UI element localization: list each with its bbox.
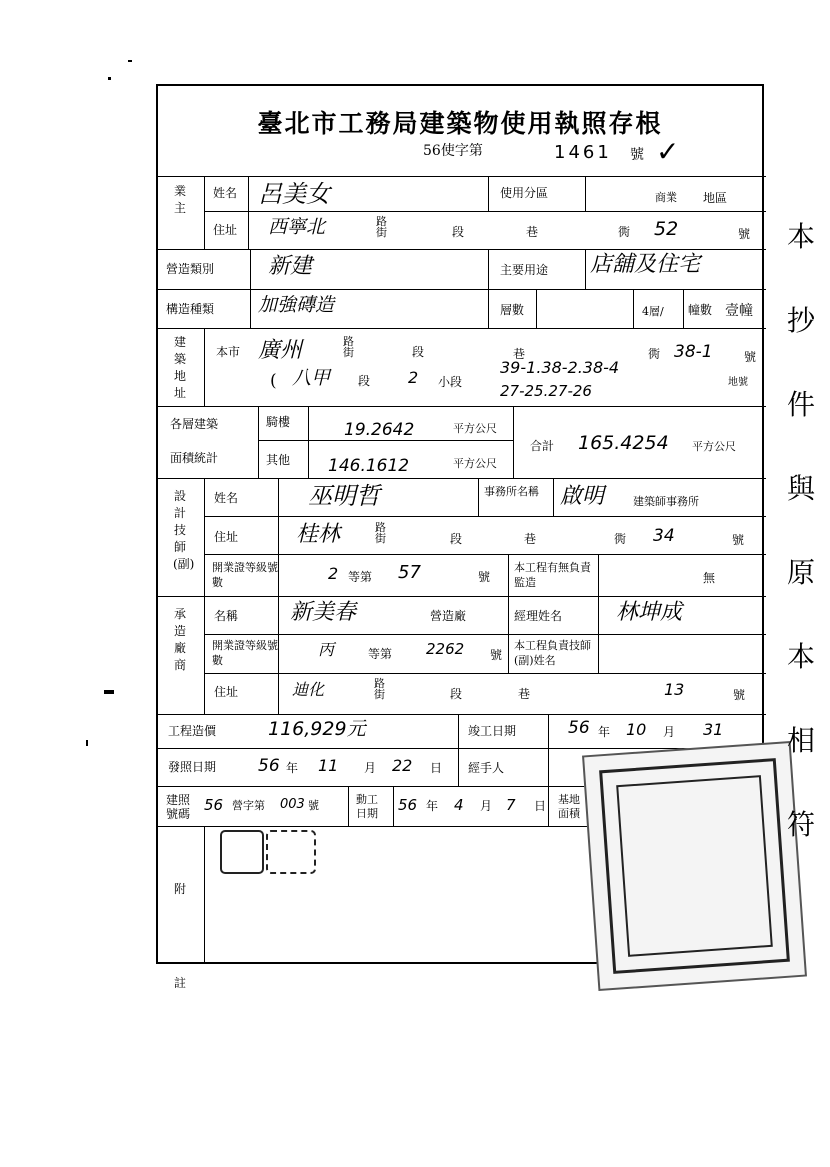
zone-value: 商業 bbox=[655, 191, 677, 204]
row-rule bbox=[258, 440, 513, 441]
designer-cert-hao: 號 bbox=[478, 570, 491, 584]
col-rule bbox=[204, 176, 205, 249]
start-day: 7 bbox=[506, 796, 516, 814]
owner-name-label: 姓名 bbox=[213, 186, 238, 200]
lot-label: 地號 bbox=[728, 377, 748, 388]
designer-name: 巫明哲 bbox=[308, 482, 380, 510]
contractor-deng-di: 等第 bbox=[368, 647, 393, 661]
location-road: 廣州 bbox=[258, 338, 303, 363]
site-area-label: 基地面積 bbox=[558, 793, 580, 820]
form-title: 臺北市工務局建築物使用執照存根 bbox=[257, 109, 663, 138]
col-rule bbox=[278, 478, 279, 714]
license-number: 1461 bbox=[554, 142, 612, 163]
tech-label: 本工程負責技師(副)姓名 bbox=[514, 639, 591, 667]
contractor-section-label: 承造廠商 bbox=[173, 607, 186, 672]
owner-road: 西寧北 bbox=[268, 216, 326, 238]
completion-year: 56 bbox=[568, 718, 590, 738]
permit-suffix: 號 bbox=[308, 799, 319, 812]
other-value: 146.1612 bbox=[328, 456, 410, 476]
location-duan: 段 bbox=[412, 345, 425, 359]
seal-stamp bbox=[266, 830, 316, 874]
road-street-label: 路街 bbox=[376, 215, 387, 239]
designer-name-label: 姓名 bbox=[214, 491, 239, 505]
nong-label: 衖 bbox=[618, 225, 631, 239]
issue-yue: 月 bbox=[364, 761, 377, 775]
zone-suffix: 地區 bbox=[703, 191, 728, 205]
start-year: 56 bbox=[398, 796, 418, 814]
scan-speck bbox=[86, 740, 88, 746]
designer-road: 桂林 bbox=[296, 522, 341, 547]
firm-label: 事務所名稱 bbox=[484, 485, 539, 498]
col-rule bbox=[513, 406, 514, 478]
col-rule bbox=[488, 176, 489, 211]
completion-month: 10 bbox=[626, 720, 647, 739]
contractor-road-street: 路街 bbox=[374, 677, 385, 701]
designer-xiang: 巷 bbox=[524, 532, 537, 546]
seal-stamp bbox=[220, 830, 264, 874]
firm-name: 啟明 bbox=[560, 484, 605, 509]
floors-value: 4層/ bbox=[642, 305, 664, 318]
designer-cert-no: 57 bbox=[398, 562, 421, 583]
designer-section-label: 設計技師(副) bbox=[173, 489, 195, 571]
contractor-cert-no: 2262 bbox=[426, 640, 465, 658]
manager-label: 經理姓名 bbox=[514, 609, 563, 623]
start-nian: 年 bbox=[426, 799, 439, 813]
remarks-label: 附註 bbox=[173, 882, 186, 990]
row-rule bbox=[158, 596, 766, 597]
scan-speck bbox=[108, 77, 111, 80]
structure-label: 構造種類 bbox=[166, 302, 215, 316]
check-mark: ✓ bbox=[656, 135, 680, 168]
location-xiang: 巷 bbox=[513, 347, 526, 361]
lot-numbers-1: 39-1.38-2.38-4 bbox=[500, 358, 620, 377]
main-use: 店舖及住宅 bbox=[590, 252, 701, 277]
land-section: 八甲 bbox=[292, 367, 331, 389]
other-label: 其他 bbox=[266, 453, 291, 467]
cost-label: 工程造價 bbox=[168, 724, 217, 738]
contractor-hao: 號 bbox=[733, 688, 746, 702]
other-unit: 平方公尺 bbox=[453, 457, 497, 470]
sub-section: 2 bbox=[408, 368, 419, 387]
location-label: 建築地址 bbox=[173, 335, 186, 400]
contractor-road: 迪化 bbox=[292, 680, 325, 699]
designer-cert-label: 開業證等級號數 bbox=[212, 561, 278, 589]
sub-section-label: 小段 bbox=[438, 375, 463, 389]
col-rule bbox=[393, 786, 394, 826]
contractor-number: 13 bbox=[664, 680, 685, 699]
issue-ri: 日 bbox=[430, 761, 443, 775]
completion-nian: 年 bbox=[598, 725, 611, 739]
row-rule bbox=[158, 714, 766, 715]
issue-nian: 年 bbox=[286, 761, 299, 775]
license-suffix: 號 bbox=[630, 147, 644, 163]
designer-road-street: 路街 bbox=[375, 521, 386, 545]
arcade-label: 騎樓 bbox=[266, 415, 291, 429]
hao-label: 號 bbox=[738, 227, 751, 241]
col-rule bbox=[683, 289, 684, 328]
location-city: 本市 bbox=[216, 345, 241, 359]
lot-numbers-2: 27-25.27-26 bbox=[500, 382, 592, 400]
structure-value: 加強磚造 bbox=[258, 294, 335, 316]
area-label-2: 面積統計 bbox=[170, 451, 219, 465]
location-nong: 衖 bbox=[648, 347, 661, 361]
manager-name: 林坤成 bbox=[616, 600, 683, 625]
designer-nong: 衖 bbox=[614, 532, 627, 546]
designer-grade: 2 bbox=[328, 564, 339, 583]
license-prefix: 56使字第 bbox=[423, 143, 483, 159]
col-rule bbox=[250, 249, 251, 328]
col-rule bbox=[598, 596, 599, 673]
col-rule bbox=[553, 478, 554, 516]
col-rule bbox=[488, 249, 489, 328]
row-rule bbox=[158, 478, 766, 479]
contractor-name: 新美春 bbox=[290, 600, 357, 625]
col-rule bbox=[248, 176, 249, 249]
supervise-value: 無 bbox=[703, 571, 716, 585]
contractor-suffix: 營造廠 bbox=[430, 609, 467, 623]
construction-type: 新建 bbox=[268, 254, 313, 279]
location-hao: 號 bbox=[744, 350, 757, 364]
contractor-name-label: 名稱 bbox=[214, 609, 239, 623]
start-month: 4 bbox=[454, 796, 464, 814]
location-road-street: 路街 bbox=[343, 335, 354, 359]
start-ri: 日 bbox=[534, 799, 547, 813]
total-label: 合計 bbox=[530, 439, 555, 453]
designer-address-label: 住址 bbox=[214, 530, 239, 544]
contractor-grade: 丙 bbox=[318, 640, 335, 659]
col-rule bbox=[258, 406, 259, 478]
col-rule bbox=[508, 596, 509, 673]
xiang-label: 巷 bbox=[526, 225, 539, 239]
col-rule bbox=[585, 176, 586, 211]
floors-label: 層數 bbox=[500, 303, 525, 317]
col-rule bbox=[204, 328, 205, 406]
col-rule bbox=[348, 786, 349, 826]
permit-number: 003 bbox=[280, 797, 305, 812]
issue-month: 11 bbox=[318, 756, 339, 775]
contractor-cert-label: 開業證等級號數 bbox=[212, 639, 278, 667]
row-rule bbox=[158, 176, 766, 177]
official-seal bbox=[582, 741, 807, 991]
col-rule bbox=[508, 554, 509, 596]
start-yue: 月 bbox=[480, 799, 493, 813]
col-rule bbox=[204, 478, 205, 714]
completion-label: 竣工日期 bbox=[468, 724, 517, 738]
col-rule bbox=[478, 478, 479, 516]
duan-label: 段 bbox=[452, 225, 465, 239]
issue-year: 56 bbox=[258, 756, 280, 776]
row-rule bbox=[204, 211, 766, 212]
scan-speck bbox=[104, 690, 114, 694]
land-duan: 段 bbox=[358, 374, 371, 388]
completion-day: 31 bbox=[703, 720, 724, 739]
contractor-xiang: 巷 bbox=[518, 687, 531, 701]
contractor-duan: 段 bbox=[450, 687, 463, 701]
col-rule bbox=[548, 714, 549, 748]
owner-name: 呂美女 bbox=[258, 180, 330, 208]
arcade-value: 19.2642 bbox=[344, 420, 415, 440]
permit-label: 建照號碼 bbox=[166, 793, 191, 821]
cost-value: 116,929元 bbox=[268, 718, 366, 740]
main-use-label: 主要用途 bbox=[500, 263, 549, 277]
total-unit: 平方公尺 bbox=[692, 440, 736, 453]
construction-type-label: 營造類別 bbox=[166, 262, 215, 276]
contractor-address-label: 住址 bbox=[214, 685, 239, 699]
designer-deng-di: 等第 bbox=[348, 570, 373, 584]
col-rule bbox=[458, 714, 459, 748]
scan-speck bbox=[128, 60, 132, 62]
buildings-value: 壹幢 bbox=[725, 303, 753, 319]
row-rule bbox=[158, 406, 766, 407]
permit-prefix: 營字第 bbox=[232, 799, 265, 812]
owner-address-label: 住址 bbox=[213, 223, 238, 237]
arcade-unit: 平方公尺 bbox=[453, 422, 497, 435]
col-rule bbox=[548, 786, 549, 826]
firm-printed: 建築師事務所 bbox=[633, 495, 699, 508]
handler-label: 經手人 bbox=[468, 761, 505, 775]
start-label: 動工日期 bbox=[356, 793, 378, 820]
col-rule bbox=[308, 406, 309, 478]
total-value: 165.4254 bbox=[578, 432, 669, 454]
row-rule bbox=[204, 634, 766, 635]
completion-yue: 月 bbox=[663, 725, 676, 739]
col-rule bbox=[536, 289, 537, 328]
col-rule bbox=[585, 249, 586, 289]
buildings-label: 幢數 bbox=[688, 303, 713, 317]
issue-day: 22 bbox=[392, 756, 413, 775]
col-rule bbox=[548, 748, 549, 786]
designer-duan: 段 bbox=[450, 532, 463, 546]
col-rule bbox=[204, 826, 205, 962]
col-rule bbox=[633, 289, 634, 328]
supervise-label: 本工程有無負責監造 bbox=[514, 561, 591, 589]
contractor-cert-hao: 號 bbox=[490, 648, 503, 662]
location-number: 38-1 bbox=[674, 342, 713, 362]
designer-hao: 號 bbox=[732, 533, 745, 547]
col-rule bbox=[598, 554, 599, 596]
open-paren: ( bbox=[270, 371, 277, 391]
right-margin-text: 本抄件與原本相符 bbox=[786, 220, 815, 841]
row-rule bbox=[204, 673, 766, 674]
permit-year: 56 bbox=[204, 796, 224, 814]
owner-number: 52 bbox=[654, 218, 679, 240]
issue-label: 發照日期 bbox=[168, 760, 217, 774]
row-rule bbox=[158, 328, 766, 329]
owner-section-label: 業主 bbox=[173, 184, 186, 215]
designer-number: 34 bbox=[653, 526, 675, 546]
zone-label: 使用分區 bbox=[500, 186, 549, 200]
row-rule bbox=[204, 554, 766, 555]
col-rule bbox=[458, 748, 459, 786]
area-label-1: 各層建築 bbox=[170, 417, 219, 431]
row-rule bbox=[204, 516, 766, 517]
